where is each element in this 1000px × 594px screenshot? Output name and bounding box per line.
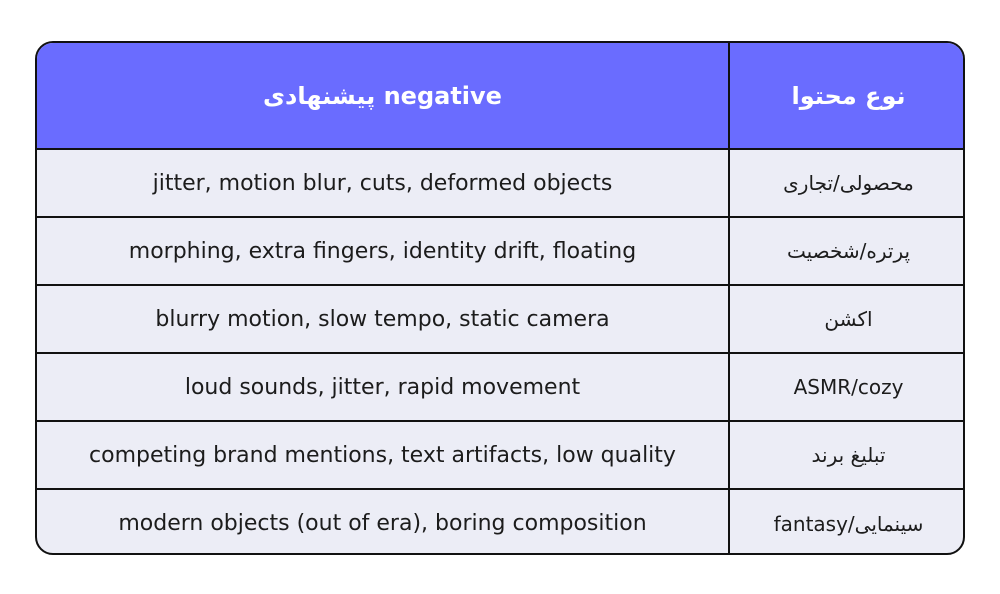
header-content-type: نوع محتوا bbox=[729, 43, 965, 149]
table-row bbox=[37, 353, 965, 421]
table-header-row bbox=[37, 43, 965, 149]
content-type-cell: ASMR/cozy bbox=[729, 353, 965, 421]
negative-cell: loud sounds, jitter, rapid movement bbox=[37, 353, 729, 421]
content-type-cell: اکشن bbox=[729, 285, 965, 353]
content-type-cell: محصولی/تجاری bbox=[729, 149, 965, 217]
negative-cell: blurry motion, slow tempo, static camera bbox=[37, 285, 729, 353]
header-negative: negative پیشنهادی bbox=[37, 43, 729, 149]
content-type-cell: پرتره/شخصیت bbox=[729, 217, 965, 285]
negative-cell: jitter, motion blur, cuts, deformed objects bbox=[37, 149, 729, 217]
table-row bbox=[37, 149, 965, 217]
content-type-cell: تبلیغ برند bbox=[729, 421, 965, 489]
negative-cell: morphing, extra fingers, identity drift, floating bbox=[37, 217, 729, 285]
table-row bbox=[37, 285, 965, 353]
table-row bbox=[37, 489, 965, 555]
table-row bbox=[37, 217, 965, 285]
content-table bbox=[37, 43, 965, 555]
negative-prompts-table bbox=[35, 41, 965, 555]
table-row bbox=[37, 421, 965, 489]
content-type-cell: سینمایی/fantasy bbox=[729, 489, 965, 555]
negative-cell: modern objects (out of era), boring composition bbox=[37, 489, 729, 555]
negative-cell: competing brand mentions, text artifacts, low quality bbox=[37, 421, 729, 489]
